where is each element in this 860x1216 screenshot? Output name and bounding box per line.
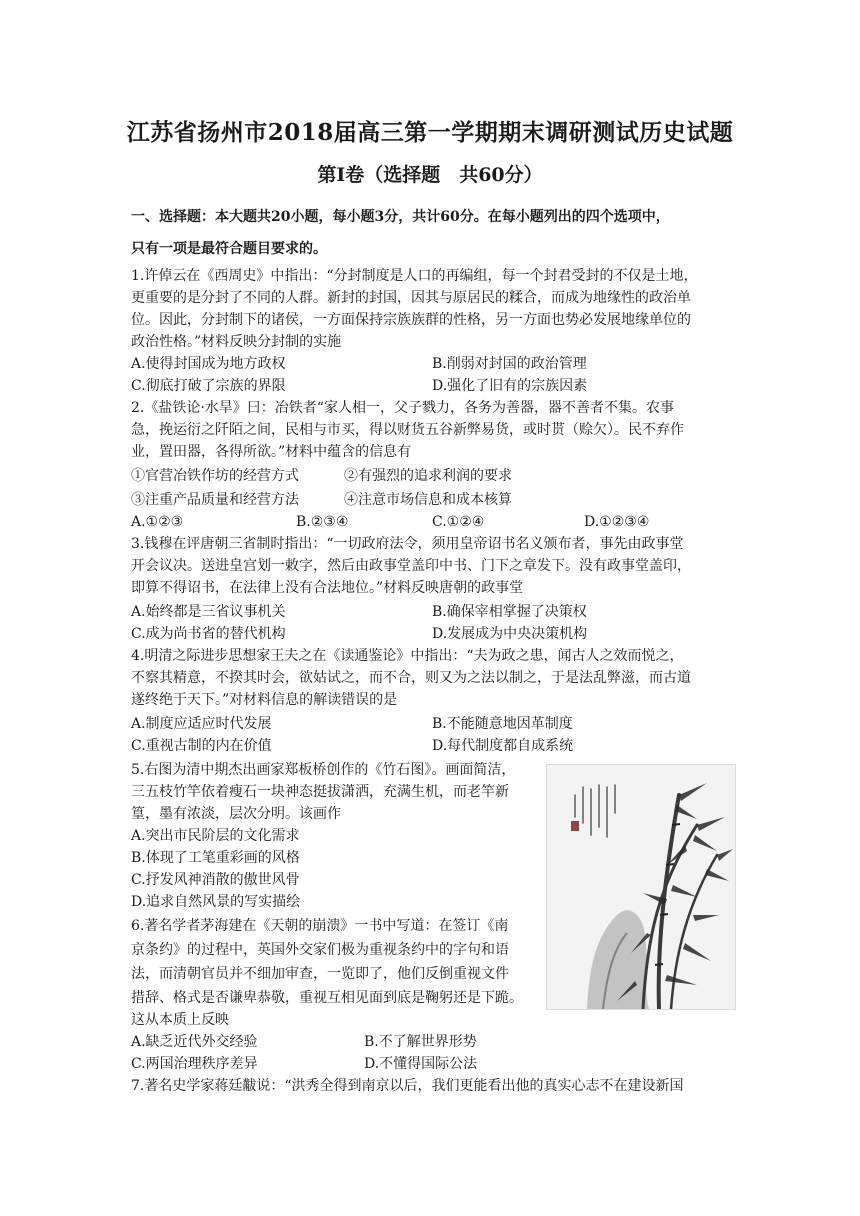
question-text-line: 7.著名史学家蒋廷黻说：“洪秀全得到南京以后，我们更能看出他的真实心志不在建设新国 bbox=[131, 1078, 684, 1094]
question-text-line: 京条约》的过程中，英国外交家们极为重视条约中的字句和语 bbox=[131, 942, 509, 958]
option-a: A.始终都是三省议事机关 bbox=[131, 604, 286, 620]
option-b: B.体现了工笔重彩画的风格 bbox=[131, 850, 300, 866]
option-a: A.制度应适应时代发展 bbox=[131, 716, 272, 732]
option-c: C.抒发风神消散的傲世风骨 bbox=[131, 872, 300, 888]
question-text-line: 遂终绝于天下。”对材料信息的解读错误的是 bbox=[131, 692, 398, 708]
option-c: C.成为尚书省的替代机构 bbox=[131, 626, 286, 642]
statement-2: ②有强烈的追求利润的要求 bbox=[344, 468, 512, 484]
option-d: D.追求自然风景的写实描绘 bbox=[131, 894, 301, 910]
option-d: D.强化了旧有的宗族因素 bbox=[432, 378, 588, 394]
question-text-line: 篁，墨有浓淡，层次分明。该画作 bbox=[131, 806, 341, 822]
question-text-line: 法，而清朝官员并不细加审查，一览即了，他们反倒重视文件 bbox=[131, 966, 509, 982]
question-text-line: 即算不得诏书，在法律上没有合法地位。”材料反映唐朝的政事堂 bbox=[131, 580, 524, 596]
statement-4: ④注意市场信息和成本核算 bbox=[344, 492, 512, 508]
part-heading: 第Ⅰ卷（选择题 共60分） bbox=[317, 164, 543, 186]
option-b: B.②③④ bbox=[296, 514, 349, 530]
question-text-line: 4.明清之际进步思想家王夫之在《读通鉴论》中指出：“夫为政之患，闻古人之效而悦之， bbox=[131, 648, 684, 664]
option-b: B.不能随意地因革制度 bbox=[432, 716, 573, 732]
question-text-line: 政治性格。”材料反映分封制的实施 bbox=[131, 334, 342, 350]
section-instructions-line-1: 一、选择题：本大题共20小题，每小题3分，共计60分。在每小题列出的四个选项中， bbox=[131, 209, 670, 225]
question-text-line: 5.右图为清中期杰出画家郑板桥创作的《竹石图》。画面简洁， bbox=[131, 762, 516, 778]
question-text-line: 位。因此，分封制下的诸侯，一方面保持宗族族群的性格，另一方面也势必发展地缘单位的 bbox=[131, 312, 691, 328]
option-a: A.使得封国成为地方政权 bbox=[131, 356, 286, 372]
option-b: B.不了解世界形势 bbox=[364, 1034, 477, 1050]
option-d: D.不懂得国际公法 bbox=[364, 1056, 478, 1072]
question-text-line: 三五枝竹竿依着瘦石一块神态挺拔潇洒，充满生机，而老竿新 bbox=[131, 784, 509, 800]
option-b: B.确保宰相掌握了决策权 bbox=[432, 604, 587, 620]
question-text-line: 措辞、格式是否谦卑恭敬，重视互相见面到底是鞠躬还是下跪。 bbox=[131, 990, 523, 1006]
question-text-line: 开会议决。送进皇宫划一敕字，然后由政事堂盖印中书、门下之章发下。没有政事堂盖印， bbox=[131, 558, 691, 574]
question-text-line: 2.《盐铁论·水旱》曰：冶铁者“家人相一，父子戮力，各务为善器，器不善者不集。农事 bbox=[131, 400, 674, 416]
question-text-line: 这从本质上反映 bbox=[131, 1012, 229, 1028]
option-c: C.两国治理秩序差异 bbox=[131, 1056, 258, 1072]
statement-1: ①官营冶铁作坊的经营方式 bbox=[131, 468, 299, 484]
option-d: D.每代制度都自成系统 bbox=[432, 738, 574, 754]
question-text-line: 3.钱穆在评唐朝三省制时指出：“一切政府法令，须用皇帝诏书名义颁布者，事先由政事堂 bbox=[131, 536, 684, 552]
question-text-line: 急，挽运衍之阡陌之间，民相与市买，得以财货五谷新弊易货，或时贳（赊欠）。民不弃作 bbox=[131, 422, 684, 438]
option-a: A.突出市民阶层的文化需求 bbox=[131, 828, 300, 844]
statement-3: ③注重产品质量和经营方法 bbox=[131, 492, 299, 508]
option-a: A.①②③ bbox=[131, 514, 184, 530]
option-a: A.缺乏近代外交经验 bbox=[131, 1034, 258, 1050]
question-text-line: 不察其精意，不揆其时会，欲姑试之，而不合，则又为之法以制之，于是法乱弊滋，而古道 bbox=[131, 670, 691, 686]
question-text-line: 1.许倬云在《西周史》中指出：“分封制度是人口的再编组，每一个封君受封的不仅是土地， bbox=[131, 268, 698, 284]
question-text-line: 6.著名学者茅海建在《天朝的崩溃》一书中写道：在签订《南 bbox=[131, 918, 509, 934]
option-c: C.彻底打破了宗族的界限 bbox=[131, 378, 286, 394]
exam-title: 江苏省扬州市2018届高三第一学期期末调研测试历史试题 bbox=[126, 119, 734, 146]
question-text-line: 更重要的是分封了不同的人群。新封的封国，因其与原居民的糅合，而成为地缘性的政治单 bbox=[131, 290, 691, 306]
option-d: D.发展成为中央决策机构 bbox=[432, 626, 588, 642]
option-c: C.①②④ bbox=[432, 514, 485, 530]
section-instructions-line-2: 只有一项是最符合题目要求的。 bbox=[131, 241, 327, 257]
bamboo-rock-painting-svg bbox=[547, 765, 735, 1009]
question-text-line: 业，置田器，各得所欲。”材料中蕴含的信息有 bbox=[131, 444, 412, 460]
option-b: B.削弱对封国的政治管理 bbox=[432, 356, 587, 372]
bamboo-rock-painting-image bbox=[546, 764, 736, 1010]
option-d: D.①②③④ bbox=[584, 514, 650, 530]
option-c: C.重视古制的内在价值 bbox=[131, 738, 272, 754]
